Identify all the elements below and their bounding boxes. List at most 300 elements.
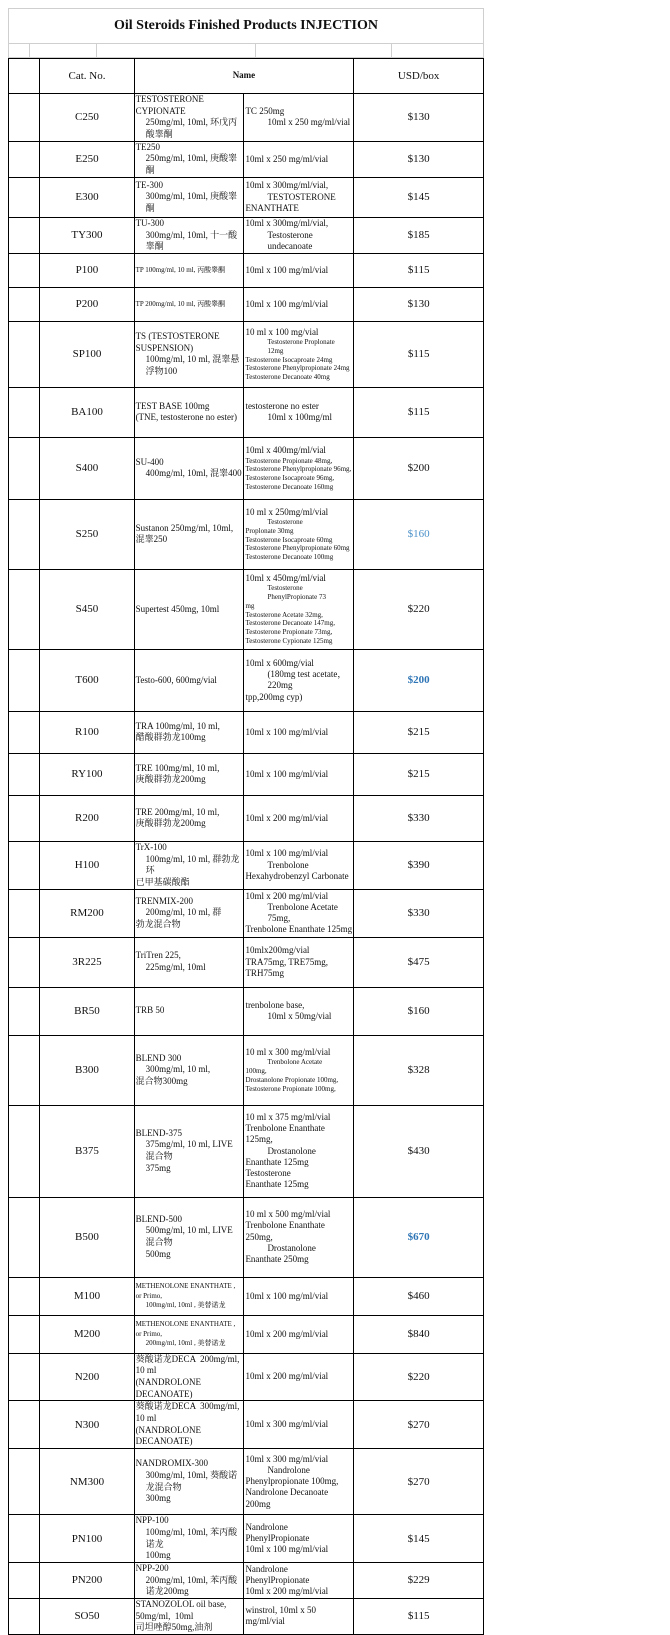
product-name [134, 437, 244, 499]
header-name: Name [134, 59, 354, 94]
spec-line: Testosterone undecanoate [267, 229, 316, 251]
name-line: 300mg/ml, 10ml, 十一酸睾酮 [145, 229, 238, 252]
row-gutter [9, 649, 40, 711]
spec-line: 10 ml x 100 mg/vial [245, 326, 319, 337]
product-name [134, 217, 244, 253]
name-line: 300mg/ml, 10 ml, [145, 1064, 211, 1075]
name-line: 司坦唑醇50mg,油剂 [135, 1622, 213, 1633]
spec-line: Nandrolone PhenylPropionate [245, 1521, 310, 1543]
product-spec [244, 889, 354, 937]
spec-line: winstrol, 10ml x 50 mg/ml/vial [245, 1605, 319, 1627]
price: $130 [354, 287, 484, 321]
spec-line: 10ml x 50mg/vial [267, 1011, 332, 1022]
product-row [9, 499, 484, 569]
row-gutter [9, 569, 40, 649]
cat-no: B500 [40, 1197, 134, 1277]
spec-line: trenbolone base, [245, 999, 305, 1010]
name-line: 已甲基碳酸酯 [135, 876, 190, 887]
price: $840 [354, 1315, 484, 1353]
spec-line: 10ml x 100mg/ml [267, 412, 332, 423]
name-line: 250mg/ml, 10ml, 环戊丙酸睾酮 [145, 117, 238, 140]
cat-no: N300 [40, 1401, 134, 1449]
cat-no: SP100 [40, 321, 134, 387]
cat-no: P200 [40, 287, 134, 321]
price: $200 [354, 649, 484, 711]
price: $130 [354, 141, 484, 177]
spec-line: 10ml x 400mg/ml/vial [245, 445, 326, 456]
product-row [9, 1515, 484, 1563]
spec-line: 10ml x 250 mg/ml/vial [245, 153, 329, 164]
spec-line: Testosterone [267, 518, 303, 527]
name-line: 200mg/ml, 10ml , 美替诺龙 [145, 1338, 226, 1347]
name-line: Testo-600, 600mg/vial [135, 674, 217, 685]
product-spec [244, 841, 354, 889]
name-line: 375mg [145, 1162, 171, 1173]
product-name [134, 1598, 244, 1634]
name-line: TRENMIX-200 [135, 895, 194, 906]
price: $330 [354, 889, 484, 937]
spec-line: Nandrolone Decanoate 200mg [245, 1487, 331, 1509]
product-row [9, 94, 484, 142]
row-gutter [9, 1277, 40, 1315]
spec-line: 10ml x 200 mg/ml/vial [245, 890, 329, 901]
product-spec [244, 1562, 354, 1598]
name-line: 400mg/ml, 10ml, 混睾400 [145, 468, 242, 479]
row-gutter [9, 253, 40, 287]
spec-line: Testosterone Propionate 73mg, [245, 628, 333, 637]
product-name [134, 711, 244, 753]
price: $115 [354, 253, 484, 287]
product-row [9, 1105, 484, 1197]
name-line: 100mg/ml, 10ml , 美替诺龙 [145, 1300, 226, 1309]
spec-line: 10ml x 200 mg/ml/vial [245, 812, 329, 823]
product-name [134, 287, 244, 321]
name-line: 100mg/ml, 10 ml, 混睾悬浮物100 [145, 354, 240, 377]
price: $270 [354, 1401, 484, 1449]
product-spec [244, 1401, 354, 1449]
name-line: TriTren 225, [135, 950, 181, 961]
cat-no: PN100 [40, 1515, 134, 1563]
product-row [9, 177, 484, 217]
row-gutter [9, 1562, 40, 1598]
price-sheet [8, 8, 484, 1635]
product-spec [244, 287, 354, 321]
product-spec [244, 321, 354, 387]
spec-line: Testosterone Phenylpropionate 24mg [245, 364, 350, 373]
spec-line: 10ml x 200 mg/ml/vial [245, 1371, 329, 1382]
name-line: 200mg/ml, 10 ml, 群 [145, 907, 222, 918]
spec-line: 10 ml x 250mg/ml/vial [245, 506, 329, 517]
name-line: METHENOLONE ENANTHATE , or Primo, [135, 1282, 238, 1300]
name-line: STANOZOLOL oil base, 50mg/ml, 10ml [135, 1598, 229, 1621]
row-gutter [9, 387, 40, 437]
name-line: Supertest 450mg, 10ml [135, 603, 220, 614]
name-line: 庚酸群勃龙200mg [135, 774, 206, 785]
product-row [9, 287, 484, 321]
spec-line: TRA75mg, TRE75mg, [245, 956, 329, 967]
name-line: TRB 50 [135, 1005, 165, 1016]
product-name [134, 1515, 244, 1563]
price: $130 [354, 94, 484, 142]
cat-no: 3R225 [40, 937, 134, 987]
cat-no: B300 [40, 1035, 134, 1105]
spec-line: Proplonate 30mg [245, 526, 294, 535]
product-spec [244, 437, 354, 499]
name-line: 葵酸诺龙DECA 300mg/ml, 10 ml [135, 1401, 242, 1424]
price: $200 [354, 437, 484, 499]
spec-line: 100mg, [245, 1067, 267, 1075]
name-line: (NANDROLONE DECANOATE) [135, 1424, 204, 1447]
product-name [134, 753, 244, 795]
name-line: NPP-200 [135, 1562, 169, 1573]
name-line: TRE 200mg/ml, 10 ml, [135, 806, 220, 817]
spec-line: 10ml x 100 mg/ml/vial [245, 726, 329, 737]
spec-line: Trenbolone Enanthate 250mg, [245, 1220, 328, 1242]
row-gutter [9, 1598, 40, 1634]
row-gutter [9, 1197, 40, 1277]
product-row [9, 937, 484, 987]
product-spec [244, 253, 354, 287]
row-gutter [9, 795, 40, 841]
row-gutter [9, 217, 40, 253]
cat-no: BR50 [40, 987, 134, 1035]
spec-line: mg [245, 601, 255, 610]
price: $390 [354, 841, 484, 889]
row-gutter [9, 321, 40, 387]
product-name [134, 569, 244, 649]
name-line: 葵酸诺龙DECA 200mg/ml, 10 ml [135, 1353, 242, 1376]
cat-no: S400 [40, 437, 134, 499]
row-gutter [9, 287, 40, 321]
cat-no: E300 [40, 177, 134, 217]
product-spec [244, 987, 354, 1035]
spec-line: Testosterone Decanoate 160mg [245, 482, 334, 491]
product-row [9, 711, 484, 753]
product-spec [244, 1105, 354, 1197]
name-line: TEST BASE 100mg [135, 400, 210, 411]
product-name [134, 649, 244, 711]
product-name [134, 94, 244, 142]
product-row [9, 141, 484, 177]
name-line: Sustanon 250mg/ml, 10ml, 混睾250 [135, 522, 236, 545]
spec-line: Testosterone Isocaproate 24mg [245, 355, 333, 364]
spec-line: Hexahydrobenzyl Carbonate [245, 870, 349, 881]
name-line: TrX-100 [135, 841, 167, 852]
spec-line: Enanthate 125mg [245, 1179, 309, 1190]
cat-no: S250 [40, 499, 134, 569]
header-price: USD/box [354, 59, 484, 94]
spec-line: 10ml x 100 mg/ml/vial [245, 768, 329, 779]
product-row [9, 437, 484, 499]
spec-line: tpp,200mg cyp) [245, 691, 303, 702]
name-line: 375mg/ml, 10 ml, LIVE 混合物 [145, 1139, 236, 1162]
name-line: BLEND-375 [135, 1127, 183, 1138]
name-line: TESTOSTERONE CYPIONATE [135, 94, 207, 116]
cat-no: H100 [40, 841, 134, 889]
product-row [9, 1598, 484, 1634]
name-line: 500mg/ml, 10 ml, LIVE 混合物 [145, 1225, 236, 1248]
spec-line: Testosterone Proplonate 12mg [267, 338, 337, 355]
product-name [134, 321, 244, 387]
product-spec [244, 1035, 354, 1105]
row-gutter [9, 1515, 40, 1563]
spec-line: Testosterone Decanoate 100mg [245, 553, 334, 562]
spec-line: Testosterone Cypionate 125mg [245, 636, 333, 645]
spec-line: Drostanolone Propionate 100mg, [245, 1075, 339, 1084]
spec-line: TRH75mg [245, 967, 284, 978]
price: $229 [354, 1562, 484, 1598]
row-gutter [9, 937, 40, 987]
name-line: TE250 [135, 141, 161, 152]
spec-line: Testosterone Propionate 48mg, [245, 456, 333, 465]
product-row [9, 889, 484, 937]
name-line: TP 100mg/ml, 10 ml, 丙酸睾酮 [135, 265, 226, 274]
price: $160 [354, 499, 484, 569]
cat-no: C250 [40, 94, 134, 142]
row-gutter [9, 987, 40, 1035]
spec-line: 10ml x 200 mg/ml/vial [245, 1586, 329, 1597]
product-spec [244, 1515, 354, 1563]
name-line: 勃龙混合物 [135, 918, 181, 929]
cat-no: BA100 [40, 387, 134, 437]
product-spec [244, 1353, 354, 1401]
product-spec [244, 217, 354, 253]
cat-no: P100 [40, 253, 134, 287]
product-name [134, 1277, 244, 1315]
name-line: 300mg/ml, 10ml, 庚酸睾酮 [145, 191, 238, 214]
price: $330 [354, 795, 484, 841]
product-row [9, 753, 484, 795]
spec-line: Testosterone PhenylPropionate 73 [267, 584, 326, 602]
spec-line: 10ml x 300mg/ml/vial, [245, 218, 329, 229]
product-spec [244, 795, 354, 841]
price: $430 [354, 1105, 484, 1197]
sheet-title: Oil Steroids Finished Products INJECTION [8, 8, 484, 44]
row-gutter [9, 499, 40, 569]
product-name [134, 889, 244, 937]
cat-no: R200 [40, 795, 134, 841]
product-row [9, 253, 484, 287]
name-line: METHENOLONE ENANTHATE , or Primo, [135, 1320, 238, 1338]
product-name [134, 177, 244, 217]
spec-line: 10ml x 250 mg/ml/vial [267, 117, 351, 128]
product-name [134, 1401, 244, 1449]
name-line: 100mg/ml, 10ml, 苯丙酸诺龙 [145, 1526, 238, 1549]
price: $460 [354, 1277, 484, 1315]
cat-no: R100 [40, 711, 134, 753]
product-spec [244, 1277, 354, 1315]
product-row [9, 1401, 484, 1449]
name-line: SU-400 [135, 456, 164, 467]
product-row [9, 387, 484, 437]
price: $328 [354, 1035, 484, 1105]
spec-line: Testosterone Isocaproate 96mg, [245, 474, 335, 482]
product-name [134, 937, 244, 987]
spec-line: Nandrolone PhenylPropionate [245, 1563, 310, 1585]
spec-line: Trenbolone [267, 859, 309, 870]
row-gutter [9, 94, 40, 142]
product-name [134, 1105, 244, 1197]
name-line: (NANDROLONE DECANOATE) [135, 1377, 204, 1399]
row-gutter [9, 889, 40, 937]
cat-no: S450 [40, 569, 134, 649]
spec-line: Phenylpropionate 100mg, [245, 1476, 339, 1486]
header-cat: Cat. No. [40, 59, 134, 94]
price: $185 [354, 217, 484, 253]
spec-line: Drostanolone [267, 1242, 316, 1253]
name-line: 200mg/ml, 10ml, 苯丙酸诺龙200mg [145, 1574, 238, 1597]
row-gutter [9, 1353, 40, 1401]
product-spec [244, 649, 354, 711]
spec-line: TESTOSTERONE [267, 191, 336, 202]
cat-no: SO50 [40, 1598, 134, 1634]
product-name [134, 1562, 244, 1598]
cat-no: RM200 [40, 889, 134, 937]
product-row [9, 1315, 484, 1353]
spec-line: Trenbolone Acetate 75mg, [267, 901, 341, 924]
spacer-row [8, 44, 484, 58]
spec-line: Testosterone Phenylpropionate 60mg [245, 544, 350, 553]
spec-line: 10 ml x 375 mg/ml/vial [245, 1111, 331, 1122]
price: $220 [354, 569, 484, 649]
name-line: 庚酸群勃龙200mg [135, 818, 206, 829]
cat-no: NM300 [40, 1449, 134, 1515]
product-spec [244, 1449, 354, 1515]
row-gutter [9, 1035, 40, 1105]
cat-no: N200 [40, 1353, 134, 1401]
product-name [134, 987, 244, 1035]
spec-line: (180mg test acetate，220mg [267, 669, 347, 691]
product-name [134, 1353, 244, 1401]
spec-line: 10 ml x 500 mg/ml/vial [245, 1209, 331, 1219]
name-line: BLEND-500 [135, 1213, 183, 1224]
product-row [9, 841, 484, 889]
row-gutter [9, 1105, 40, 1197]
name-line: TRA 100mg/ml, 10 ml, [135, 720, 220, 731]
product-row [9, 987, 484, 1035]
product-row [9, 1197, 484, 1277]
spec-line: Trenbolone Enanthate 125mg, [245, 1123, 328, 1145]
spec-line: 10ml x 100 mg/ml/vial [245, 298, 329, 309]
cat-no: E250 [40, 141, 134, 177]
product-row [9, 649, 484, 711]
product-name [134, 1197, 244, 1277]
product-row [9, 1562, 484, 1598]
spec-line: Testosterone Acetate 32mg, [245, 610, 323, 619]
name-line: 250mg/ml, 10ml, 庚酸睾酮 [145, 153, 238, 176]
product-name [134, 1449, 244, 1515]
price: $215 [354, 753, 484, 795]
name-line: BLEND 300 [135, 1052, 182, 1063]
name-line: 500mg [145, 1248, 171, 1259]
spec-line: 10ml x 100 mg/ml/vial [245, 1544, 329, 1555]
product-spec [244, 937, 354, 987]
product-spec [244, 711, 354, 753]
name-line: 225mg/ml, 10ml [145, 962, 206, 973]
name-line: TE-300 [135, 179, 164, 190]
spec-line: Testosterone Propionate 100mg, [245, 1084, 336, 1093]
spec-line: Drostanolone [267, 1145, 316, 1156]
spec-line: Nandrolone [267, 1464, 310, 1475]
spec-line: 10ml x 300 mg/ml/vial [245, 1453, 329, 1464]
row-gutter [9, 59, 40, 94]
row-gutter [9, 177, 40, 217]
product-spec [244, 753, 354, 795]
name-line: NANDROMIX-300 [135, 1458, 209, 1469]
product-row [9, 1353, 484, 1401]
spec-line: 10mlx200mg/vial [245, 945, 310, 956]
spec-line: Testosterone Decanoate 40mg [245, 373, 330, 382]
spec-line: Testosterone Decanoate 147mg, [245, 619, 335, 628]
cat-no: TY300 [40, 217, 134, 253]
name-line: (TNE, testosterone no ester) [135, 412, 238, 423]
name-line: TP 200mg/ml, 10 ml, 丙酸睾酮 [135, 299, 226, 308]
product-name [134, 1315, 244, 1353]
product-row [9, 321, 484, 387]
product-spec [244, 1197, 354, 1277]
product-name [134, 141, 244, 177]
row-gutter [9, 437, 40, 499]
product-row [9, 1035, 484, 1105]
spec-line: ENANTHATE [245, 202, 299, 213]
price: $215 [354, 711, 484, 753]
spec-line: Testosterone Phenylpropionate 96mg, [245, 465, 352, 474]
product-spec [244, 94, 354, 142]
product-name [134, 253, 244, 287]
spec-line: 10ml x 600mg/vial [245, 657, 314, 668]
spec-line: 10ml x 200 mg/ml/vial [245, 1328, 329, 1339]
name-line: 300mg [145, 1493, 171, 1504]
name-line: 100mg/ml, 10 ml, 群勃龙环 [145, 853, 240, 876]
product-row [9, 217, 484, 253]
price: $670 [354, 1197, 484, 1277]
price: $115 [354, 1598, 484, 1634]
spec-line: 10 ml x 300 mg/ml/vial [245, 1047, 331, 1057]
product-spec [244, 499, 354, 569]
cat-no: M200 [40, 1315, 134, 1353]
name-line: TU-300 [135, 217, 165, 228]
name-line: 醋酸群勃龙100mg [135, 732, 206, 743]
price: $115 [354, 387, 484, 437]
row-gutter [9, 711, 40, 753]
price: $145 [354, 177, 484, 217]
product-spec [244, 387, 354, 437]
cat-no: M100 [40, 1277, 134, 1315]
product-name [134, 1035, 244, 1105]
spec-line: Enanthate 250mg [245, 1254, 309, 1264]
spec-line: 10ml x 100 mg/ml/vial [245, 264, 329, 275]
product-spec [244, 569, 354, 649]
spec-line: 10ml x 100 mg/ml/vial [245, 848, 329, 859]
price: $475 [354, 937, 484, 987]
price: $270 [354, 1449, 484, 1515]
row-gutter [9, 141, 40, 177]
row-gutter [9, 841, 40, 889]
product-spec [244, 1598, 354, 1634]
spec-line: 10ml x 450mg/ml/vial [245, 573, 326, 584]
product-row [9, 1277, 484, 1315]
name-line: 混合物300mg [135, 1075, 188, 1086]
product-spec [244, 177, 354, 217]
price: $160 [354, 987, 484, 1035]
product-row [9, 795, 484, 841]
price: $145 [354, 1515, 484, 1563]
price: $115 [354, 321, 484, 387]
product-name [134, 499, 244, 569]
product-name [134, 387, 244, 437]
name-line: 100mg [145, 1550, 171, 1561]
name-line: NPP-100 [135, 1515, 169, 1526]
